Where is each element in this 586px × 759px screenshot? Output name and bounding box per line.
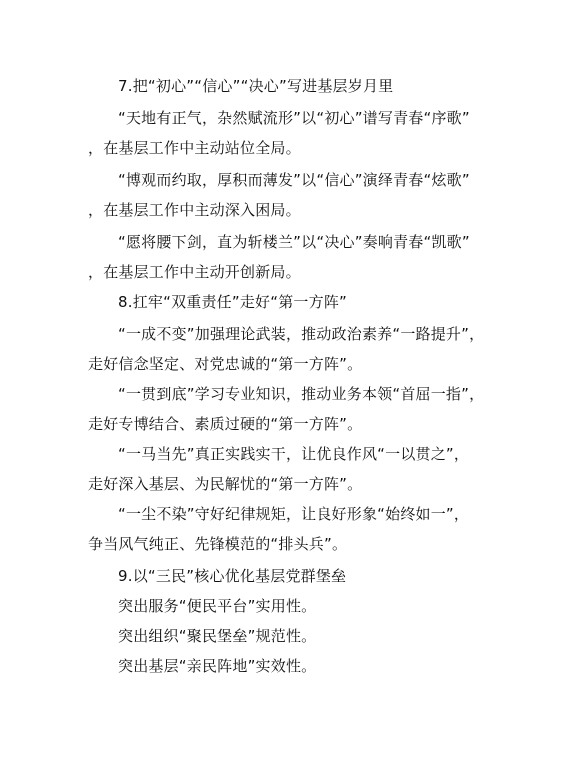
paragraph-line: 走好专博结合、素质过硬的“第一方阵”。 bbox=[88, 415, 363, 433]
paragraph-line: 突出组织“聚民堡垒”规范性。 bbox=[118, 627, 317, 645]
section-heading-9: 9.以“三民”核心优化基层党群堡垒 bbox=[118, 567, 347, 585]
paragraph-line: ，在基层工作中主动深入困局。 bbox=[88, 201, 301, 219]
paragraph-line: “一贯到底”学习专业知识，推动业务本领“首屈一指”， bbox=[118, 385, 485, 403]
paragraph-line: “博观而约取，厚积而薄发”以“信心”演绎青春“炫歌” bbox=[118, 171, 470, 189]
section-heading-7: 7.把“初心”“信心”“决心”写进基层岁月里 bbox=[118, 77, 394, 95]
paragraph-line: “愿将腰下剑，直为斩楼兰”以“决心”奏响青春“凯歌” bbox=[118, 233, 470, 251]
paragraph-line: 走好信念坚定、对党忠诚的“第一方阵”。 bbox=[88, 355, 363, 373]
paragraph-line: “天地有正气，杂然赋流形”以“初心”谱写青春“序歌” bbox=[118, 109, 470, 127]
paragraph-line: 突出服务“便民平台”实用性。 bbox=[118, 597, 317, 615]
paragraph-line: 突出基层“亲民阵地”实效性。 bbox=[118, 657, 317, 675]
paragraph-line: “一马当先”真正实践实干，让优良作风“一以贯之”， bbox=[118, 445, 470, 463]
paragraph-line: 走好深入基层、为民解忧的“第一方阵”。 bbox=[88, 475, 363, 493]
section-heading-8: 8.扛牢“双重责任”走好“第一方阵” bbox=[118, 293, 347, 311]
paragraph-line: 争当风气纯正、先锋模范的“排头兵”。 bbox=[88, 535, 348, 553]
paragraph-line: “一成不变”加强理论武装，推动政治素养“一路提升”， bbox=[118, 325, 485, 343]
paragraph-line: ，在基层工作中主动开创新局。 bbox=[88, 263, 301, 281]
paragraph-line: ，在基层工作中主动站位全局。 bbox=[88, 139, 301, 157]
paragraph-line: “一尘不染”守好纪律规矩，让良好形象“始终如一”， bbox=[118, 505, 470, 523]
